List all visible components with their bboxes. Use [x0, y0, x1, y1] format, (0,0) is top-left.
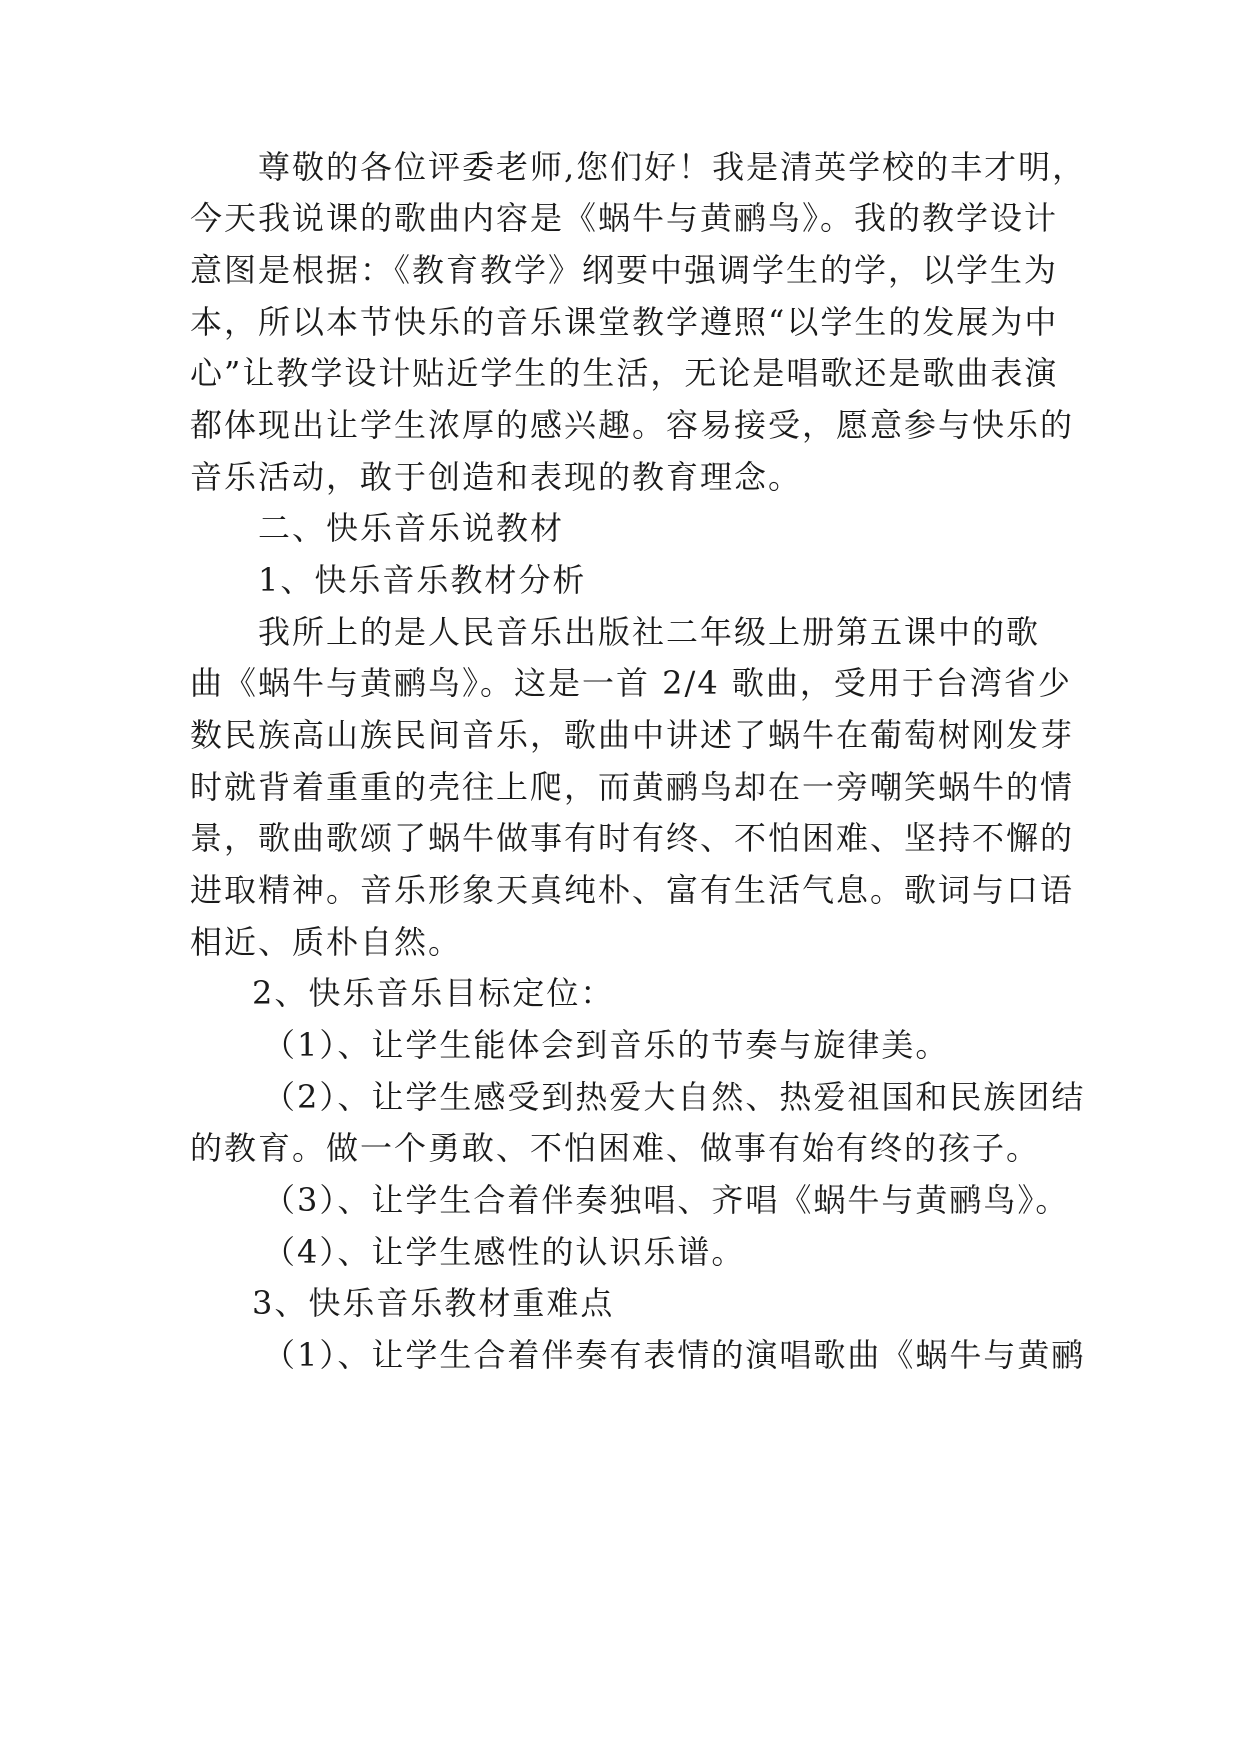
text-line: 都体现出让学生浓厚的感兴趣。容易接受，愿意参与快乐的	[190, 406, 1075, 444]
text-line: 今天我说课的歌曲内容是《蜗牛与黄鹂鸟》。我的教学设计	[190, 199, 1059, 237]
subsection-heading: 1、快乐音乐教材分析	[258, 561, 587, 599]
text-line: 心”让教学设计贴近学生的生活，无论是唱歌还是歌曲表演	[190, 354, 1059, 392]
text-line: 音乐活动，敢于创造和表现的教育理念。	[190, 458, 803, 496]
list-item: （2）、让学生感受到热爱大自然、热爱祖国和民族团结	[263, 1078, 1086, 1116]
text-line: 我所上的是人民音乐出版社二年级上册第五课中的歌	[258, 613, 1041, 651]
text-line: 时就背着重重的壳往上爬，而黄鹂鸟却在一旁嘲笑蜗牛的情	[190, 768, 1075, 806]
section-heading: 二、快乐音乐说教材	[258, 509, 565, 547]
text-line: 本，所以本节快乐的音乐课堂教学遵照“以学生的发展为中	[190, 303, 1059, 341]
text-line: 意图是根据：《教育教学》纲要中强调学生的学，以学生为	[190, 251, 1059, 289]
text-line: 相近、质朴自然。	[190, 923, 463, 961]
text-line: 曲《蜗牛与黄鹂鸟》。这是一首 2/4 歌曲，受用于台湾省少	[190, 664, 1072, 702]
subsection-heading: 3、快乐音乐教材重难点	[252, 1284, 615, 1322]
text-line: 的教育。做一个勇敢、不怕困难、做事有始有终的孩子。	[190, 1129, 1041, 1167]
list-item: （1）、让学生能体会到音乐的节奏与旋律美。	[263, 1026, 950, 1064]
list-item: （3）、让学生合着伴奏独唱、齐唱《蜗牛与黄鹂鸟》。	[263, 1181, 1070, 1219]
subsection-heading: 2、快乐音乐目标定位：	[252, 974, 615, 1012]
text-line: 尊敬的各位评委老师,您们好！我是清英学校的丰才明，	[258, 148, 1087, 186]
list-item: （4）、让学生感性的认识乐谱。	[263, 1233, 746, 1271]
list-item: （1）、让学生合着伴奏有表情的演唱歌曲《蜗牛与黄鹂	[263, 1336, 1086, 1374]
text-line: 景，歌曲歌颂了蜗牛做事有时有终、不怕困难、坚持不懈的	[190, 819, 1075, 857]
text-line: 数民族高山族民间音乐，歌曲中讲述了蜗牛在葡萄树刚发芽	[190, 716, 1075, 754]
text-line: 进取精神。音乐形象天真纯朴、富有生活气息。歌词与口语	[190, 871, 1075, 909]
